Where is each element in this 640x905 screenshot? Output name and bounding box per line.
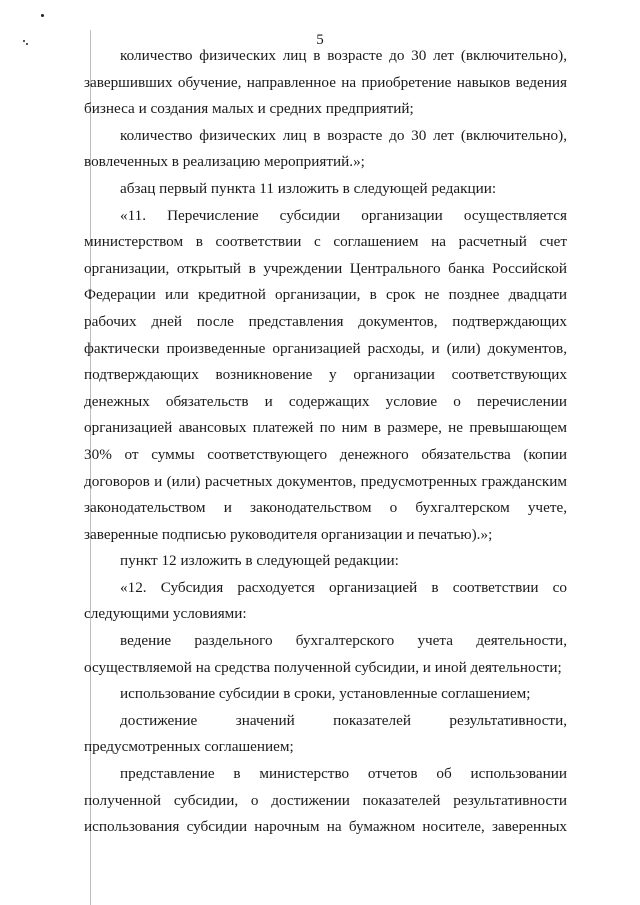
paragraph: количество физических лиц в возрасте до 30 лет (включительно), вовлеченных в реализацию мероприятий.»; (84, 126, 567, 171)
paragraph: использование субсидии в сроки, установленные соглашением; (120, 685, 531, 703)
page-number: 5 (316, 32, 324, 48)
paragraph: абзац первый пункта 11 изложить в следующей редакции: (120, 179, 497, 197)
scan-speck (41, 14, 44, 17)
paragraph: количество физических лиц в возрасте до 30 лет (включительно), завершивших обучение, направленное на приобретение навыков ведения бизнеса и создания малых и средних предприятий; (84, 47, 567, 118)
paragraph: достижение значений показателей результативности, предусмотренных соглашением; (84, 711, 567, 756)
paragraph: представление в министерство отчетов об использовании полученной субсидии, о достижении показателей результативности использования субсидии нарочным на бумажном носителе, заверенных (84, 765, 567, 836)
paragraph: пункт 12 изложить в следующей редакции: (120, 552, 399, 570)
document-body (84, 43, 567, 841)
paragraph: «12. Субсидия расходуется организацией в соответствии со следующими условиями: (84, 578, 567, 623)
paragraph: «11. Перечисление субсидии организации осуществляется министерством в соответствии с соглашением на расчетный счет организации, открытый в учреждении Центрального банка Российской Федерации или кредитной организации, в срок не позднее двадцати рабочих дней после представления документов, подтверждающих фактически произведенные организацией расходы, и (или) документов, подтверждающих возникновение у организации соответствующих денежных обязательств и содержащих условие о перечислении организацией авансовых платежей по ним в размере, не превышающем 30% от суммы соответствующего денежного обязательства (копии договоров и (или) расчетных документов, предусмотренных гражданским законодательством и законодательством о бухгалтерском учете, заверенные подписью руководителя организации и печатью).»; (84, 206, 567, 543)
paragraph: ведение раздельного бухгалтерского учета деятельности, осуществляемой на средства полученной субсидии, и иной деятельности; (84, 632, 567, 676)
